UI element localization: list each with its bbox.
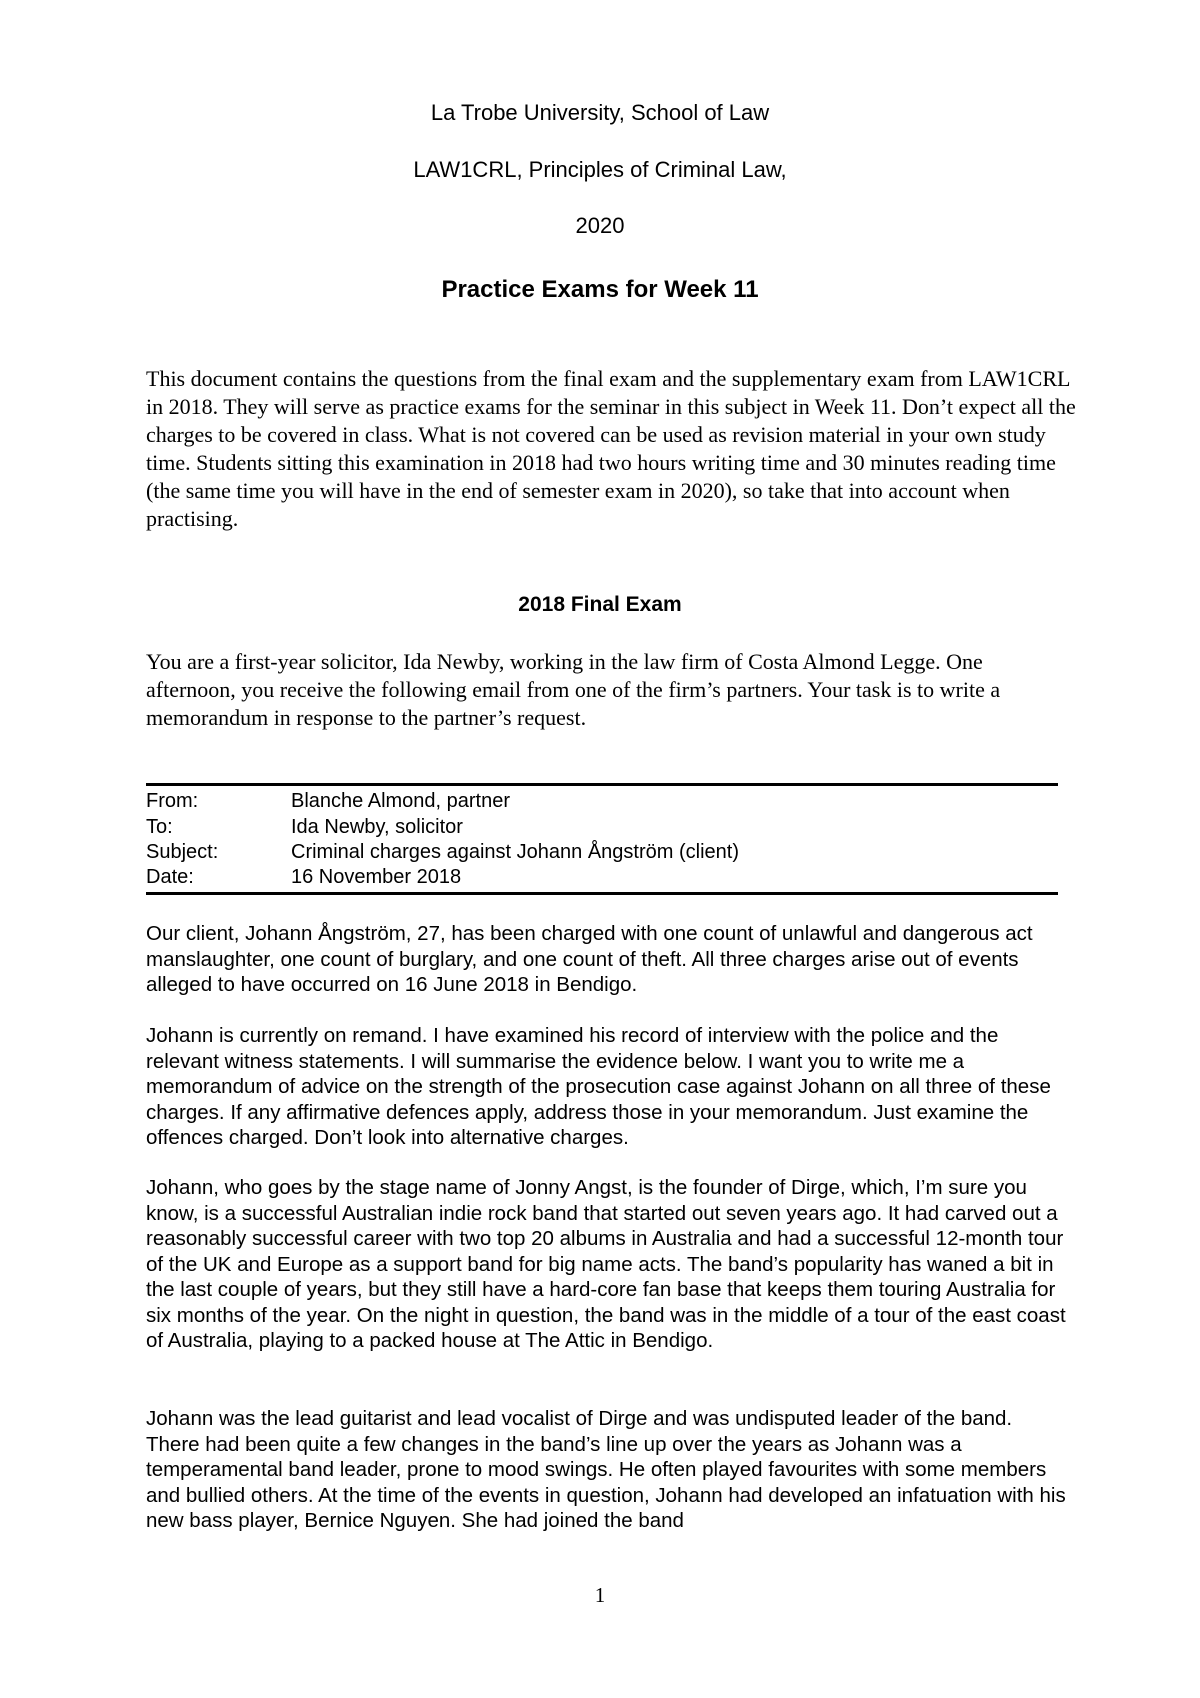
memo-subject-label: Subject: [146, 841, 219, 863]
memo-date-label: Date: [146, 866, 194, 888]
memo-body-paragraph-2: Johann is currently on remand. I have examined his record of interview with the police and the relevant witness statements. I will summarise the evidence below. I want you to write me a memorandum of advice on the strength of the prosecution case against Johann on all three of these charges. If any affirmative defences apply, address those in your memorandum. Just examine the offences charged. Don’t look into alternative charges. [146, 1024, 1051, 1149]
memo-from-label: From: [146, 790, 199, 812]
memo-bottom-rule [146, 892, 1058, 895]
memo-from-row [146, 788, 1058, 814]
university-name: La Trobe University, School of Law [430, 100, 770, 125]
memo-body-paragraph-1: Our client, Johann Ångström, 27, has been charged with one count of unlawful and dangerous act manslaughter, one count of burglary, and one count of theft. All three charges arise out of events alleged to have occurred on 16 June 2018 in Bendigo. [146, 922, 1033, 996]
memo-body-paragraph-4: Johann was the lead guitarist and lead vocalist of Dirge and was undisputed leader of the band. There had been quite a few changes in the band’s line up over the years as Johann was a temperamental band leader, prone to mood swings. He often played favourites with some members and bullied others. At the time of the events in question, Johann had developed an infatuation with his new bass player, Bernice Nguyen. She had joined the band [146, 1407, 1066, 1532]
memo-subject-row [146, 839, 1058, 865]
memo-subject-value: Criminal charges against Johann Ångström (client) [291, 841, 739, 863]
course-year: 2020 [575, 213, 625, 238]
memo-to-row [146, 814, 1058, 840]
memo-to-label: To: [146, 816, 173, 838]
memo-to-value: Ida Newby, solicitor [291, 816, 463, 838]
memo-body-paragraph-3: Johann, who goes by the stage name of Jonny Angst, is the founder of Dirge, which, I’m sure you know, is a successful Australian indie rock band that started out seven years ago. It had carved out a reasonably successful career with two top 20 albums in Australia and had a successful 12-month tour of the UK and Europe as a support band for big name acts. The band’s popularity has waned a bit in the last couple of years, but they still have a hard-core fan base that keeps them touring Australia for six months of the year. On the night in question, the band was in the middle of a tour of the east coast of Australia, playing to a packed house at The Attic in Bendigo. [146, 1176, 1066, 1352]
memo-from-value: Blanche Almond, partner [291, 790, 511, 812]
memo-top-rule [146, 783, 1058, 786]
page-title: Practice Exams for Week 11 [441, 276, 759, 303]
memo-date-row [146, 864, 1058, 890]
page-number: 1 [594, 1583, 606, 1607]
section-heading-final-exam: 2018 Final Exam [518, 593, 682, 616]
memo-date-value: 16 November 2018 [291, 866, 462, 888]
task-paragraph: You are a first-year solicitor, Ida Newby, working in the law firm of Costa Almond Legge. One afternoon, you receive the following email from one of the firm’s partners. Your task is to write a memorandum in response to the partner’s request. [146, 649, 1001, 730]
intro-paragraph: This document contains the questions from the final exam and the supplementary exam from LAW1CRL in 2018. They will serve as practice exams for the seminar in this subject in Week 11. Don’t expect all the charges to be covered in class. What is not covered can be used as revision material in your own study time. Students sitting this examination in 2018 had two hours writing time and 30 minutes reading time (the same time you will have in the end of semester exam in 2020), so take that into account when practising. [146, 366, 1076, 531]
course-name: LAW1CRL, Principles of Criminal Law, [413, 157, 787, 182]
